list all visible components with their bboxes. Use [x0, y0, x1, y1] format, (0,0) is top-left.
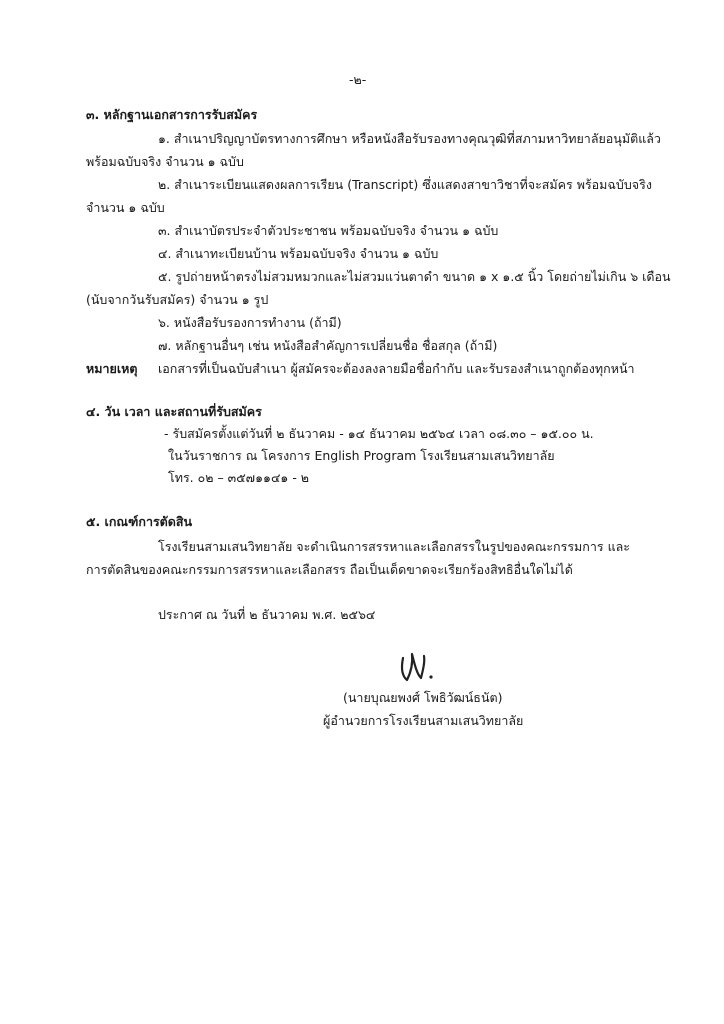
section4-line: ในวันราชการ ณ โครงการ English Program โรงเรียนสามเสนวิทยาลัย	[168, 448, 555, 463]
section3-line: พร้อมฉบับจริง จำนวน ๑ ฉบับ	[86, 154, 244, 169]
section3-line: ๓. สำเนาบัตรประจำตัวประชาชน พร้อมฉบับจริง จำนวน ๑ ฉบับ	[158, 223, 499, 238]
announcement-date: ประกาศ ณ วันที่ ๒ ธันวาคม พ.ศ. ๒๕๖๔	[158, 607, 376, 622]
section3-line: ๕. รูปถ่ายหน้าตรงไม่สวมหมวกและไม่สวมแว่นตาดำ ขนาด ๑ x ๑.๕ นิ้ว โดยถ่ายไม่เกิน ๖ เดือน	[158, 269, 671, 284]
signature-mark	[395, 648, 445, 684]
note-label: หมายเหตุ	[86, 361, 138, 376]
section3-line: ๗. หลักฐานอื่นๆ เช่น หนังสือสำคัญการเปลี่ยนชื่อ ชื่อสกุล (ถ้ามี)	[158, 338, 498, 353]
section5-line: โรงเรียนสามเสนวิทยาลัย จะดำเนินการสรรหาและเลือกสรรในรูปของคณะกรรมการ และ	[158, 539, 630, 554]
section4-heading: ๔. วัน เวลา และสถานที่รับสมัคร	[86, 404, 262, 419]
signatory-name: (นายบุณยพงศ์ โพธิวัฒน์ธนัต)	[343, 690, 503, 705]
section5-heading: ๕. เกณฑ์การตัดสิน	[86, 514, 193, 529]
note-text: เอกสารที่เป็นฉบับสำเนา ผู้สมัครจะต้องลงลายมือชื่อกำกับ และรับรองสำเนาถูกต้องทุกหน้า	[158, 361, 635, 376]
section5-line: การตัดสินของคณะกรรมการสรรหาและเลือกสรร ถือเป็นเด็ดขาดจะเรียกร้องสิทธิอื่นใดไม่ได้	[86, 562, 573, 577]
section4-line: โทร. ๐๒ – ๓๕๗๑๑๔๑ - ๒	[168, 470, 310, 485]
section3-line: ๔. สำเนาทะเบียนบ้าน พร้อมฉบับจริง จำนวน ๑ ฉบับ	[158, 246, 439, 261]
section3-line: (นับจากวันรับสมัคร) จำนวน ๑ รูป	[86, 292, 269, 307]
section3-line: จำนวน ๑ ฉบับ	[86, 200, 165, 215]
page-number: -๒-	[349, 72, 367, 87]
section3-line: ๖. หนังสือรับรองการทำงาน (ถ้ามี)	[158, 315, 342, 330]
signatory-position: ผู้อำนวยการโรงเรียนสามเสนวิทยาลัย	[323, 713, 524, 728]
section3-line: ๑. สำเนาปริญญาบัตรทางการศึกษา หรือหนังสือรับรองทางคุณวุฒิที่สภามหาวิทยาลัยอนุมัติแล้ว	[158, 131, 661, 146]
section3-heading: ๓. หลักฐานเอกสารการรับสมัคร	[86, 107, 258, 122]
section4-line: - รับสมัครตั้งแต่วันที่ ๒ ธันวาคม - ๑๔ ธันวาคม ๒๕๖๔ เวลา ๐๘.๓๐ – ๑๕.๐๐ น.	[164, 426, 594, 441]
section3-line: ๒. สำเนาระเบียนแสดงผลการเรียน (Transcript) ซึ่งแสดงสาขาวิชาที่จะสมัคร พร้อมฉบับจริง	[158, 177, 652, 192]
